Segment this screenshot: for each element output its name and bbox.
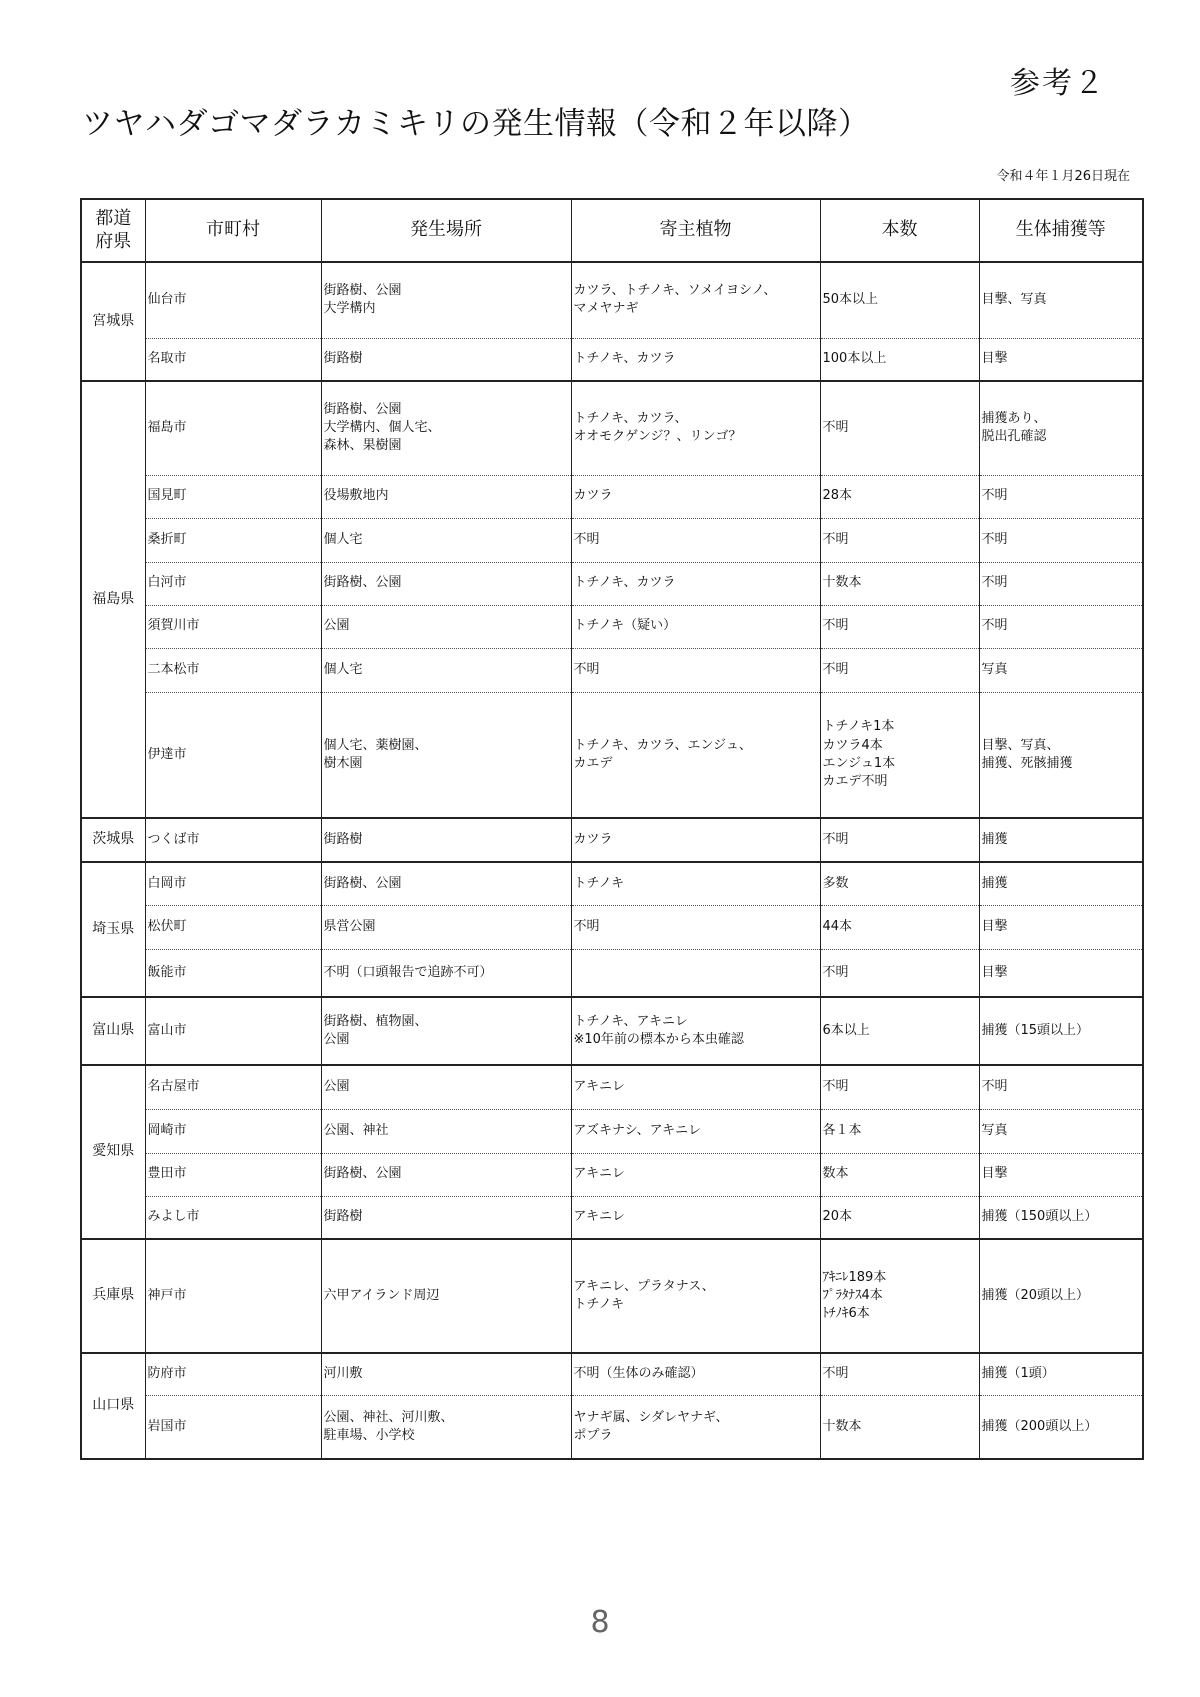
tree-count-cell-text: 20本	[822, 1209, 853, 1225]
tree-count-cell-text: 28本	[822, 488, 853, 504]
place-cell	[321, 338, 571, 381]
tree-count-cell	[820, 605, 979, 648]
table-row	[81, 1109, 1143, 1153]
place-cell-text: 個人宅	[323, 661, 363, 677]
tree-count-cell-text: 不明	[822, 531, 849, 547]
place-cell-text: 県営公園	[323, 918, 376, 934]
city-cell	[145, 1239, 321, 1353]
city-cell	[145, 338, 321, 381]
place-cell	[321, 475, 571, 518]
tree-count-cell-text: 十数本	[822, 575, 862, 591]
host-plant-cell	[571, 1353, 820, 1395]
place-cell	[321, 648, 571, 692]
tree-count-cell-text: 100本以上	[822, 351, 887, 367]
city-cell-text: 飯能市	[147, 964, 187, 980]
table-row	[81, 692, 1143, 818]
capture-cell	[979, 818, 1143, 862]
city-cell-text: 福島市	[147, 420, 187, 436]
place-cell-text: 六甲アイランド周辺	[323, 1287, 440, 1303]
host-plant-cell	[571, 648, 820, 692]
prefecture-cell: 兵庫県	[81, 1239, 145, 1353]
document-title: ツヤハダゴマダラカミキリの発生情報（令和２年以降）	[82, 106, 870, 142]
tree-count-cell	[820, 1065, 979, 1109]
host-plant-cell	[571, 1196, 820, 1239]
table-row	[81, 381, 1143, 475]
place-cell	[321, 1239, 571, 1353]
capture-cell-text: 捕獲（20頭以上）	[981, 1287, 1090, 1303]
city-cell-text: 白河市	[147, 575, 187, 591]
capture-cell-text: 目撃	[981, 964, 1008, 980]
prefecture-cell: 宮城県	[81, 262, 145, 381]
city-cell	[145, 905, 321, 949]
capture-cell-text: 捕獲	[981, 831, 1008, 847]
tree-count-cell	[820, 475, 979, 518]
capture-cell	[979, 605, 1143, 648]
place-cell	[321, 1153, 571, 1196]
host-plant-cell	[571, 862, 820, 905]
city-cell-text: 松伏町	[147, 918, 187, 934]
place-cell	[321, 862, 571, 905]
host-plant-cell	[571, 338, 820, 381]
capture-cell-text: 写真	[981, 1122, 1008, 1138]
capture-cell	[979, 338, 1143, 381]
place-cell-text: 個人宅	[323, 531, 363, 547]
host-plant-cell	[571, 1395, 820, 1459]
capture-cell	[979, 862, 1143, 905]
city-cell	[145, 692, 321, 818]
tree-count-cell-text: 数本	[822, 1166, 849, 1182]
tree-count-cell-text: 不明	[822, 831, 849, 847]
city-cell	[145, 518, 321, 562]
city-cell	[145, 1395, 321, 1459]
city-cell	[145, 1353, 321, 1395]
city-cell-text: つくば市	[147, 831, 200, 847]
host-plant-cell	[571, 475, 820, 518]
capture-cell-text: 目撃、写真	[981, 292, 1047, 308]
occurrence-table	[80, 198, 1144, 1460]
tree-count-cell-text: 十数本	[822, 1418, 862, 1434]
host-plant-cell-text: アキニレ、プラタナス、 トチノキ	[573, 1278, 715, 1312]
host-plant-cell-text: カツラ、トチノキ、ソメイヨシノ、 マメヤナギ	[573, 283, 777, 317]
host-plant-cell	[571, 562, 820, 605]
city-cell-text: 伊達市	[147, 746, 187, 762]
tree-count-cell	[820, 648, 979, 692]
prefecture-cell: 愛知県	[81, 1065, 145, 1239]
capture-cell-text: 目撃	[981, 1166, 1008, 1182]
city-cell	[145, 949, 321, 997]
capture-cell	[979, 692, 1143, 818]
place-cell-text: 公園、神社、河川敷、 駐車場、小学校	[323, 1409, 454, 1443]
host-plant-cell-text: 不明	[573, 531, 600, 547]
column-header-prefecture: 都道府県	[81, 199, 145, 262]
place-cell	[321, 262, 571, 338]
place-cell-text: 公園、神社	[323, 1122, 389, 1138]
tree-count-cell-text: 不明	[822, 1079, 849, 1095]
city-cell	[145, 997, 321, 1065]
host-plant-cell	[571, 1109, 820, 1153]
place-cell	[321, 562, 571, 605]
table-row	[81, 1196, 1143, 1239]
prefecture-cell: 埼玉県	[81, 862, 145, 997]
prefecture-cell: 富山県	[81, 997, 145, 1065]
capture-cell-text: 不明	[981, 618, 1008, 634]
table-row	[81, 518, 1143, 562]
city-cell	[145, 562, 321, 605]
host-plant-cell	[571, 262, 820, 338]
place-cell-text: 街路樹、公園	[323, 575, 402, 591]
city-cell-text: 仙台市	[147, 292, 187, 308]
place-cell	[321, 818, 571, 862]
host-plant-cell-text: 不明	[573, 661, 600, 677]
host-plant-cell	[571, 1239, 820, 1353]
host-plant-cell-text: トチノキ、カツラ、エンジュ、 カエデ	[573, 737, 752, 771]
table-row	[81, 1395, 1143, 1459]
city-cell-text: 桑折町	[147, 531, 187, 547]
place-cell-text: 河川敷	[323, 1366, 363, 1382]
city-cell-text: 名古屋市	[147, 1079, 200, 1095]
city-cell-text: 神戸市	[147, 1287, 187, 1303]
table-header-row	[81, 199, 1143, 262]
host-plant-cell	[571, 1153, 820, 1196]
tree-count-cell	[820, 862, 979, 905]
place-cell-text: 役場敷地内	[323, 488, 389, 504]
tree-count-cell	[820, 518, 979, 562]
table-row	[81, 949, 1143, 997]
tree-count-cell-text: 6本以上	[822, 1022, 870, 1038]
table-row	[81, 905, 1143, 949]
host-plant-cell	[571, 905, 820, 949]
tree-count-cell	[820, 1196, 979, 1239]
host-plant-cell-text: トチノキ、カツラ	[573, 351, 676, 367]
place-cell-text: 公園	[323, 1079, 350, 1095]
city-cell	[145, 605, 321, 648]
table-row	[81, 1239, 1143, 1353]
host-plant-cell	[571, 949, 820, 997]
capture-cell	[979, 475, 1143, 518]
capture-cell	[979, 1239, 1143, 1353]
place-cell-text: 公園	[323, 618, 350, 634]
capture-cell	[979, 949, 1143, 997]
tree-count-cell-text: 各１本	[822, 1122, 862, 1138]
host-plant-cell	[571, 997, 820, 1065]
capture-cell-text: 不明	[981, 488, 1008, 504]
capture-cell-text: 捕獲あり、 脱出孔確認	[981, 411, 1047, 445]
tree-count-cell	[820, 562, 979, 605]
capture-cell-text: 捕獲	[981, 875, 1008, 891]
host-plant-cell-text: アキニレ	[573, 1166, 625, 1182]
city-cell-text: 二本松市	[147, 661, 200, 677]
place-cell-text: 個人宅、薬樹園、 樹木園	[323, 737, 428, 771]
capture-cell	[979, 1395, 1143, 1459]
place-cell-text: 街路樹、公園	[323, 875, 402, 891]
tree-count-cell	[820, 949, 979, 997]
host-plant-cell-text: トチノキ、アキニレ ※10年前の標本から本虫確認	[573, 1013, 744, 1047]
city-cell-text: 国見町	[147, 488, 187, 504]
tree-count-cell	[820, 262, 979, 338]
capture-cell	[979, 262, 1143, 338]
host-plant-cell-text: カツラ	[573, 831, 613, 847]
tree-count-cell-text: 不明	[822, 661, 849, 677]
capture-cell-text: 不明	[981, 575, 1008, 591]
city-cell-text: 防府市	[147, 1366, 187, 1382]
city-cell-text: 富山市	[147, 1022, 187, 1038]
city-cell	[145, 381, 321, 475]
table-row	[81, 862, 1143, 905]
city-cell	[145, 475, 321, 518]
tree-count-cell	[820, 905, 979, 949]
tree-count-cell	[820, 1239, 979, 1353]
capture-cell	[979, 1153, 1143, 1196]
city-cell	[145, 262, 321, 338]
capture-cell-text: 不明	[981, 1079, 1008, 1095]
city-cell-text: みよし市	[147, 1209, 200, 1225]
table-row	[81, 1153, 1143, 1196]
capture-cell-text: 捕獲（150頭以上）	[981, 1209, 1098, 1225]
prefecture-cell: 福島県	[81, 381, 145, 818]
capture-cell	[979, 562, 1143, 605]
column-header-city: 市町村	[145, 199, 321, 262]
tree-count-cell-text: 50本以上	[822, 292, 879, 308]
host-plant-cell	[571, 518, 820, 562]
tree-count-cell	[820, 381, 979, 475]
capture-cell-text: 不明	[981, 531, 1008, 547]
place-cell	[321, 1065, 571, 1109]
capture-cell	[979, 1196, 1143, 1239]
city-cell-text: 豊田市	[147, 1166, 187, 1182]
tree-count-cell-text: 44本	[822, 918, 853, 934]
tree-count-cell	[820, 692, 979, 818]
tree-count-cell-text: 不明	[822, 1366, 849, 1382]
table-row	[81, 562, 1143, 605]
capture-cell	[979, 518, 1143, 562]
table-row	[81, 818, 1143, 862]
table-body	[81, 262, 1143, 1459]
host-plant-cell-text: トチノキ	[573, 875, 625, 891]
prefecture-cell: 茨城県	[81, 818, 145, 862]
prefecture-cell: 山口県	[81, 1353, 145, 1459]
tree-count-cell	[820, 338, 979, 381]
place-cell	[321, 949, 571, 997]
column-header-capture: 生体捕獲等	[979, 199, 1143, 262]
tree-count-cell-text: 不明	[822, 420, 849, 436]
place-cell	[321, 1196, 571, 1239]
host-plant-cell	[571, 605, 820, 648]
host-plant-cell-text: 不明	[573, 918, 600, 934]
column-header-host-plant: 寄主植物	[571, 199, 820, 262]
city-cell	[145, 1196, 321, 1239]
capture-cell-text: 目撃	[981, 918, 1008, 934]
table-row	[81, 648, 1143, 692]
capture-cell-text: 捕獲（1頭）	[981, 1366, 1055, 1382]
tree-count-cell	[820, 818, 979, 862]
host-plant-cell-text: トチノキ（疑い）	[573, 618, 677, 634]
column-header-tree-count: 本数	[820, 199, 979, 262]
host-plant-cell-text: ヤナギ属、シダレヤナギ、 ポプラ	[573, 1409, 729, 1443]
city-cell-text: 須賀川市	[147, 618, 200, 634]
tree-count-cell	[820, 1395, 979, 1459]
page-number: 8	[590, 1605, 610, 1640]
place-cell	[321, 381, 571, 475]
city-cell	[145, 648, 321, 692]
city-cell-text: 岡崎市	[147, 1122, 187, 1138]
tree-count-cell	[820, 1109, 979, 1153]
host-plant-cell-text: アキニレ	[573, 1079, 625, 1095]
host-plant-cell-text: カツラ	[573, 488, 613, 504]
capture-cell	[979, 905, 1143, 949]
city-cell-text: 名取市	[147, 351, 187, 367]
capture-cell-text: 目撃、写真、 捕獲、死骸捕獲	[981, 737, 1073, 771]
capture-cell-text: 捕獲（200頭以上）	[981, 1418, 1098, 1434]
column-header-place: 発生場所	[321, 199, 571, 262]
tree-count-cell	[820, 1153, 979, 1196]
tree-count-cell	[820, 1353, 979, 1395]
tree-count-cell-text: 不明	[822, 618, 849, 634]
table-row	[81, 262, 1143, 338]
table-row	[81, 1065, 1143, 1109]
place-cell	[321, 905, 571, 949]
place-cell-text: 街路樹、公園	[323, 1166, 402, 1182]
tree-count-cell-text: 多数	[822, 875, 849, 891]
capture-cell	[979, 648, 1143, 692]
host-plant-cell-text: 不明（生体のみ確認）	[573, 1366, 704, 1382]
city-cell-text: 白岡市	[147, 875, 187, 891]
tree-count-cell-text: ｱｷﾆﾚ189本 ﾌﾟﾗﾀﾅｽ4本 ﾄﾁﾉｷ6本	[822, 1269, 887, 1322]
capture-cell	[979, 1065, 1143, 1109]
host-plant-cell	[571, 818, 820, 862]
capture-cell	[979, 1109, 1143, 1153]
host-plant-cell-text: アズキナシ、アキニレ	[573, 1122, 702, 1138]
place-cell-text: 街路樹	[323, 1209, 363, 1225]
table-row	[81, 605, 1143, 648]
capture-cell	[979, 381, 1143, 475]
capture-cell-text: 写真	[981, 661, 1008, 677]
city-cell	[145, 818, 321, 862]
host-plant-cell	[571, 381, 820, 475]
place-cell-text: 街路樹	[323, 351, 363, 367]
city-cell	[145, 862, 321, 905]
as-of-date: 令和４年１月26日現在	[996, 169, 1130, 184]
place-cell-text: 街路樹	[323, 831, 363, 847]
place-cell	[321, 997, 571, 1065]
table-row	[81, 1353, 1143, 1395]
place-cell-text: 街路樹、植物園、 公園	[323, 1013, 428, 1047]
capture-cell	[979, 1353, 1143, 1395]
place-cell	[321, 692, 571, 818]
capture-cell-text: 捕獲（15頭以上）	[981, 1022, 1090, 1038]
table-row	[81, 475, 1143, 518]
table-row	[81, 338, 1143, 381]
tree-count-cell-text: トチノキ1本 カツラ4本 エンジュ1本 カエデ不明	[822, 719, 896, 789]
host-plant-cell	[571, 692, 820, 818]
reference-label: 参考２	[1010, 66, 1106, 101]
tree-count-cell	[820, 997, 979, 1065]
place-cell-text: 街路樹、公園 大学構内	[323, 283, 402, 317]
city-cell	[145, 1109, 321, 1153]
place-cell	[321, 1353, 571, 1395]
place-cell-text: 街路樹、公園 大学構内、個人宅、 森林、果樹園	[323, 401, 441, 454]
capture-cell	[979, 997, 1143, 1065]
capture-cell-text: 目撃	[981, 351, 1008, 367]
place-cell-text: 不明（口頭報告で追跡不可）	[323, 964, 493, 980]
tree-count-cell-text: 不明	[822, 964, 849, 980]
city-cell-text: 岩国市	[147, 1418, 187, 1434]
city-cell	[145, 1153, 321, 1196]
place-cell	[321, 1109, 571, 1153]
table-row	[81, 997, 1143, 1065]
city-cell	[145, 1065, 321, 1109]
host-plant-cell-text: トチノキ、カツラ	[573, 575, 676, 591]
host-plant-cell-text: アキニレ	[573, 1209, 625, 1225]
place-cell	[321, 1395, 571, 1459]
place-cell	[321, 518, 571, 562]
host-plant-cell-text: トチノキ、カツラ、 オオモクゲンジ？、リンゴ？	[573, 411, 742, 445]
place-cell	[321, 605, 571, 648]
host-plant-cell	[571, 1065, 820, 1109]
